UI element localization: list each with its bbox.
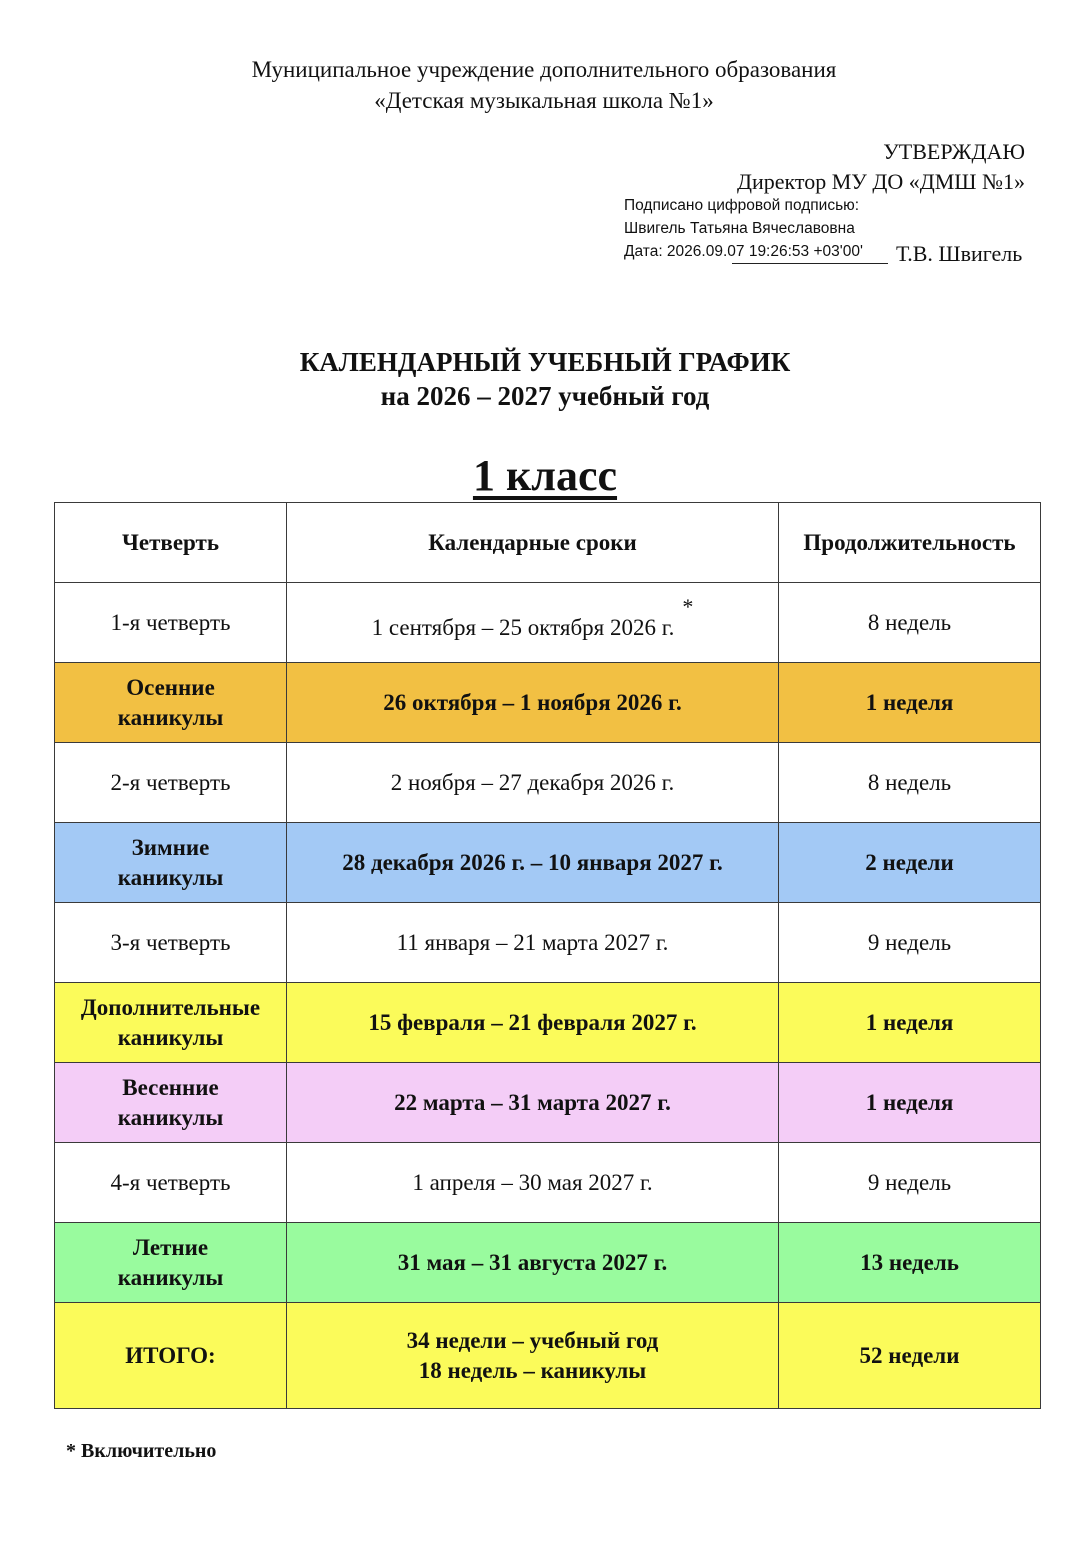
duration-cell: 13 недель (779, 1223, 1041, 1303)
table-row (55, 983, 1041, 1063)
document-title (0, 345, 1084, 413)
period-cell: 2-я четверть (55, 743, 287, 823)
signature-underline (732, 263, 888, 264)
duration-cell: 1 неделя (779, 663, 1041, 743)
duration-cell: 9 недель (779, 1143, 1041, 1223)
org-line-1: Муниципальное учреждение дополнительного образования (251, 57, 837, 82)
period-cell: 3-я четверть (55, 903, 287, 983)
duration-cell: 9 недель (779, 903, 1041, 983)
dates-cell: 22 марта – 31 марта 2027 г. (287, 1063, 779, 1143)
duration-cell: 2 недели (779, 823, 1041, 903)
org-line-2: «Детская музыкальная школа №1» (374, 88, 714, 113)
period-label-line2: каникулы (117, 1104, 224, 1130)
period-label-line2: каникулы (117, 864, 224, 890)
table-row (55, 663, 1041, 743)
table-row (55, 903, 1041, 983)
dates-text: 1 сентября – 25 октября 2026 г. (371, 614, 675, 640)
period-label-line2: каникулы (117, 1264, 224, 1290)
approve-label: УТВЕРЖДАЮ (883, 139, 1025, 164)
total-label: ИТОГО: (55, 1303, 287, 1409)
approval-block (737, 137, 1025, 197)
total-duration: 52 недели (779, 1303, 1041, 1409)
dates-cell (287, 583, 779, 663)
period-cell (55, 823, 287, 903)
title-line-2: на 2026 – 2027 учебный год (380, 381, 710, 411)
table-row (55, 1063, 1041, 1143)
total-vacation-weeks: 18 недель – каникулы (418, 1357, 647, 1383)
period-cell (55, 1063, 287, 1143)
signature-date: Дата: 2026.09.07 19:26:53 +03'00' (624, 243, 863, 260)
dates-cell: 31 мая – 31 августа 2027 г. (287, 1223, 779, 1303)
footnote: * Включительно (66, 1440, 217, 1462)
period-label-line1: Зимние (131, 834, 210, 860)
duration-cell: 1 неделя (779, 983, 1041, 1063)
dates-cell: 28 декабря 2026 г. – 10 января 2027 г. (287, 823, 779, 903)
dates-cell: 15 февраля – 21 февраля 2027 г. (287, 983, 779, 1063)
duration-cell: 8 недель (779, 743, 1041, 823)
period-cell (55, 663, 287, 743)
period-cell (55, 1223, 287, 1303)
period-label-line2: каникулы (117, 704, 224, 730)
table-row (55, 1223, 1041, 1303)
table-row (55, 583, 1041, 663)
signature-line-1: Подписано цифровой подписью: (624, 197, 860, 214)
period-label-line1: Весенние (122, 1074, 219, 1100)
total-study-weeks: 34 недели – учебный год (406, 1327, 659, 1353)
dates-cell: 2 ноября – 27 декабря 2026 г. (287, 743, 779, 823)
schedule-table (54, 502, 1041, 1409)
period-label-line1: Осенние (126, 674, 215, 700)
period-cell: 1-я четверть (55, 583, 287, 663)
total-breakdown (287, 1303, 779, 1409)
header-quarter: Четверть (55, 503, 287, 583)
header-dates: Календарные сроки (287, 503, 779, 583)
period-cell: 4-я четверть (55, 1143, 287, 1223)
total-row (55, 1303, 1041, 1409)
period-label-line2: каникулы (117, 1024, 224, 1050)
footnote-mark: * (682, 593, 694, 619)
dates-cell: 11 января – 21 марта 2027 г. (287, 903, 779, 983)
period-label-line1: Летние (132, 1234, 209, 1260)
period-cell (55, 983, 287, 1063)
duration-cell: 1 неделя (779, 1063, 1041, 1143)
dates-cell: 1 апреля – 30 мая 2027 г. (287, 1143, 779, 1223)
digital-signature (624, 194, 863, 263)
director-position: Директор МУ ДО «ДМШ №1» (736, 169, 1025, 194)
organization-header (0, 54, 1084, 116)
table-row (55, 743, 1041, 823)
period-label-line1: Дополнительные (80, 994, 261, 1020)
signer-name: Т.В. Швигель (896, 241, 1023, 266)
duration-cell: 8 недель (779, 583, 1041, 663)
table-row (55, 823, 1041, 903)
signature-line-2: Швигель Татьяна Вячеславовна (624, 220, 855, 237)
table-row (55, 1143, 1041, 1223)
table-header-row (55, 503, 1041, 583)
header-duration: Продолжительность (779, 503, 1041, 583)
title-line-1: КАЛЕНДАРНЫЙ УЧЕБНЫЙ ГРАФИК (299, 347, 791, 377)
grade-heading: 1 класс (472, 451, 618, 500)
dates-cell: 26 октября – 1 ноября 2026 г. (287, 663, 779, 743)
